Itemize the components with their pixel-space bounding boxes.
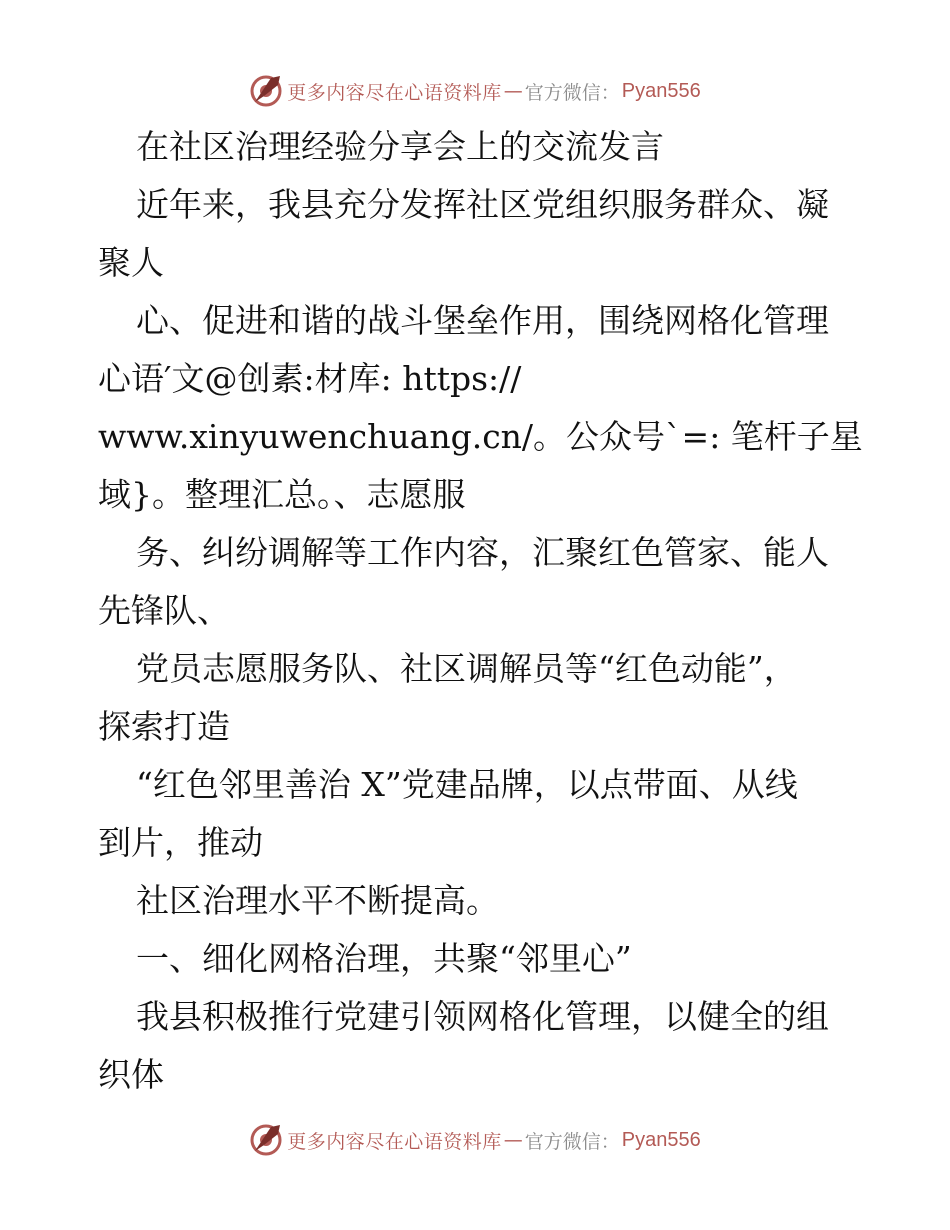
footer-banner [0,1120,950,1160]
banner-official-label: 官方微信： [524,1130,620,1153]
paragraph-line: 心、促进和谐的战斗堡垒作用，围绕网格化管理 [136,301,829,340]
paragraph-line: 我县积极推行党建引领网格化管理，以健全的组 [136,997,829,1036]
header-banner [0,71,950,111]
paragraph-line: 先锋队、 [98,591,230,630]
paragraph-line: 聚人 [98,243,164,282]
paragraph-line: 探索打造 [98,707,230,746]
banner-wechat-id: Pyan556 [621,79,701,102]
quill-logo-icon [249,74,283,108]
paragraph-line: 社区治理水平不断提高。 [136,881,499,920]
paragraph-line: “红色邻里善治 X”党建品牌，以点带面、从线 [136,765,798,804]
paragraph-line: 近年来，我县充分发挥社区党组织服务群众、凝 [136,185,829,224]
banner-official-label: 官方微信： [524,81,620,104]
banner-wechat-id: Pyan556 [621,1128,701,1151]
paragraph-line: 域}。整理汇总。、志愿服 [98,475,466,514]
document-title: 在社区治理经验分享会上的交流发言 [136,127,664,166]
banner-dash: — [503,1129,523,1151]
banner-dash: — [503,80,523,102]
paragraph-line: 到片，推动 [98,823,263,862]
paragraph-line: 党员志愿服务队、社区调解员等“红色动能”， [136,649,797,688]
section-heading: 一、细化网格治理，共聚“邻里心” [136,939,632,978]
banner-slogan: 更多内容尽在心语资料库 [287,1130,502,1153]
banner-slogan: 更多内容尽在心语资料库 [287,81,502,104]
paragraph-line: www.xinyuwenchuang.cn/。公众号`=: 笔杆子星 [98,417,863,456]
quill-logo-icon [249,1123,283,1157]
paragraph-line: 织体 [98,1055,164,1094]
paragraph-line: 心语′文@创素:材库: https:// [98,359,522,398]
paragraph-line: 务、纠纷调解等工作内容，汇聚红色管家、能人 [136,533,829,572]
